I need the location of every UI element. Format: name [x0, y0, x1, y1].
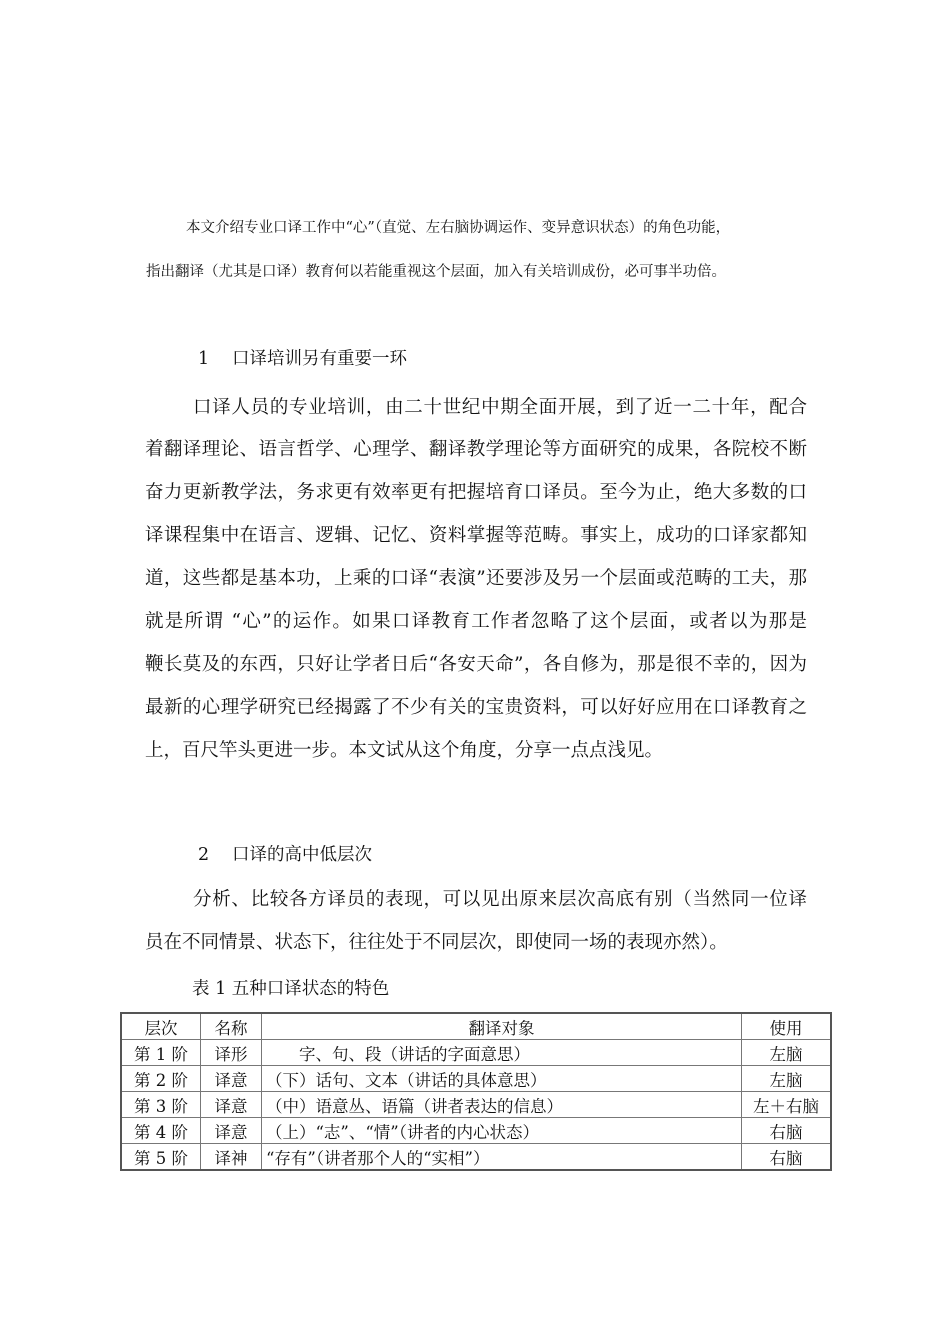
table-row — [121, 1040, 831, 1066]
table-header-row — [121, 1013, 831, 1040]
section-1-line: 就是所谓 “心”的运作。如果口译教育工作者忽略了这个层面，或者以为那是 — [145, 611, 807, 632]
cell-name: 译意 — [201, 1092, 262, 1118]
cell-level: 第 3 阶 — [121, 1092, 201, 1118]
cell-name: 译形 — [201, 1040, 262, 1066]
cell-use: 左脑 — [742, 1066, 832, 1092]
table-caption: 表 1 五种口译状态的特色 — [192, 979, 390, 999]
section-2-line: 员在不同情景、状态下，往往处于不同层次，即使同一场的表现亦然）。 — [145, 932, 728, 953]
section-1-line: 口译人员的专业培训，由二十世纪中期全面开展，到了近一二十年，配合 — [193, 397, 807, 418]
cell-object: （上）“志”、“情”（讲者的内心状态） — [262, 1118, 742, 1144]
interpreting-states-table — [120, 1012, 832, 1171]
section-1-line: 奋力更新教学法，务求更有效率更有把握培育口译员。至今为止，绝大多数的口 — [145, 482, 807, 503]
header-use: 使用 — [742, 1013, 832, 1040]
table-row — [121, 1144, 831, 1171]
section-1-line: 最新的心理学研究已经揭露了不少有关的宝贵资料，可以好好应用在口译教育之 — [145, 697, 807, 718]
table-row — [121, 1066, 831, 1092]
cell-object: 字、句、段（讲话的字面意思） — [262, 1040, 742, 1066]
header-level: 层次 — [121, 1013, 201, 1040]
cell-level: 第 4 阶 — [121, 1118, 201, 1144]
cell-use: 右脑 — [742, 1144, 832, 1171]
cell-name: 译意 — [201, 1066, 262, 1092]
cell-name: 译意 — [201, 1118, 262, 1144]
table-row — [121, 1092, 831, 1118]
cell-use: 左脑 — [742, 1040, 832, 1066]
cell-name: 译神 — [201, 1144, 262, 1171]
cell-level: 第 2 阶 — [121, 1066, 201, 1092]
section-1-line: 上，百尺竿头更进一步。本文试从这个角度，分享一点点浅见。 — [145, 740, 664, 761]
cell-object: （中）语意丛、语篇（讲者表达的信息） — [262, 1092, 742, 1118]
section-1-line: 道，这些都是基本功，上乘的口译“表演”还要涉及另一个层面或范畴的工夫，那 — [145, 568, 807, 589]
section-2-number: 2 — [198, 845, 210, 865]
cell-use: 右脑 — [742, 1118, 832, 1144]
abstract-line-1: 本文介绍专业口译工作中“心”（直觉、左右脑协调运作、变异意识状态）的角色功能， — [186, 220, 731, 236]
cell-level: 第 1 阶 — [121, 1040, 201, 1066]
header-name: 名称 — [201, 1013, 262, 1040]
section-1-title: 口译培训另有重要一环 — [232, 349, 407, 369]
table-row — [121, 1118, 831, 1144]
section-2-line: 分析、比较各方译员的表现，可以见出原来层次高底有别（当然同一位译 — [193, 889, 807, 910]
section-1-number: 1 — [198, 349, 210, 369]
section-1-line: 译课程集中在语言、逻辑、记忆、资料掌握等范畴。事实上，成功的口译家都知 — [145, 525, 807, 546]
abstract-line-2: 指出翻译（尤其是口译）教育何以若能重视这个层面，加入有关培训成份，必可事半功倍。 — [146, 264, 726, 280]
section-2-title: 口译的高中低层次 — [232, 845, 372, 865]
cell-object: “存有”（讲者那个人的“实相”） — [262, 1144, 742, 1171]
cell-level: 第 5 阶 — [121, 1144, 201, 1171]
section-1-line: 着翻译理论、语言哲学、心理学、翻译教学理论等方面研究的成果，各院校不断 — [145, 439, 807, 460]
section-1-heading — [198, 347, 407, 371]
section-1-line: 鞭长莫及的东西，只好让学者日后“各安天命”，各自修为，那是很不幸的，因为 — [145, 654, 807, 675]
cell-object: （下）话句、文本（讲话的具体意思） — [262, 1066, 742, 1092]
header-object: 翻译对象 — [262, 1013, 742, 1040]
section-2-heading — [198, 843, 372, 867]
cell-use: 左＋右脑 — [742, 1092, 832, 1118]
